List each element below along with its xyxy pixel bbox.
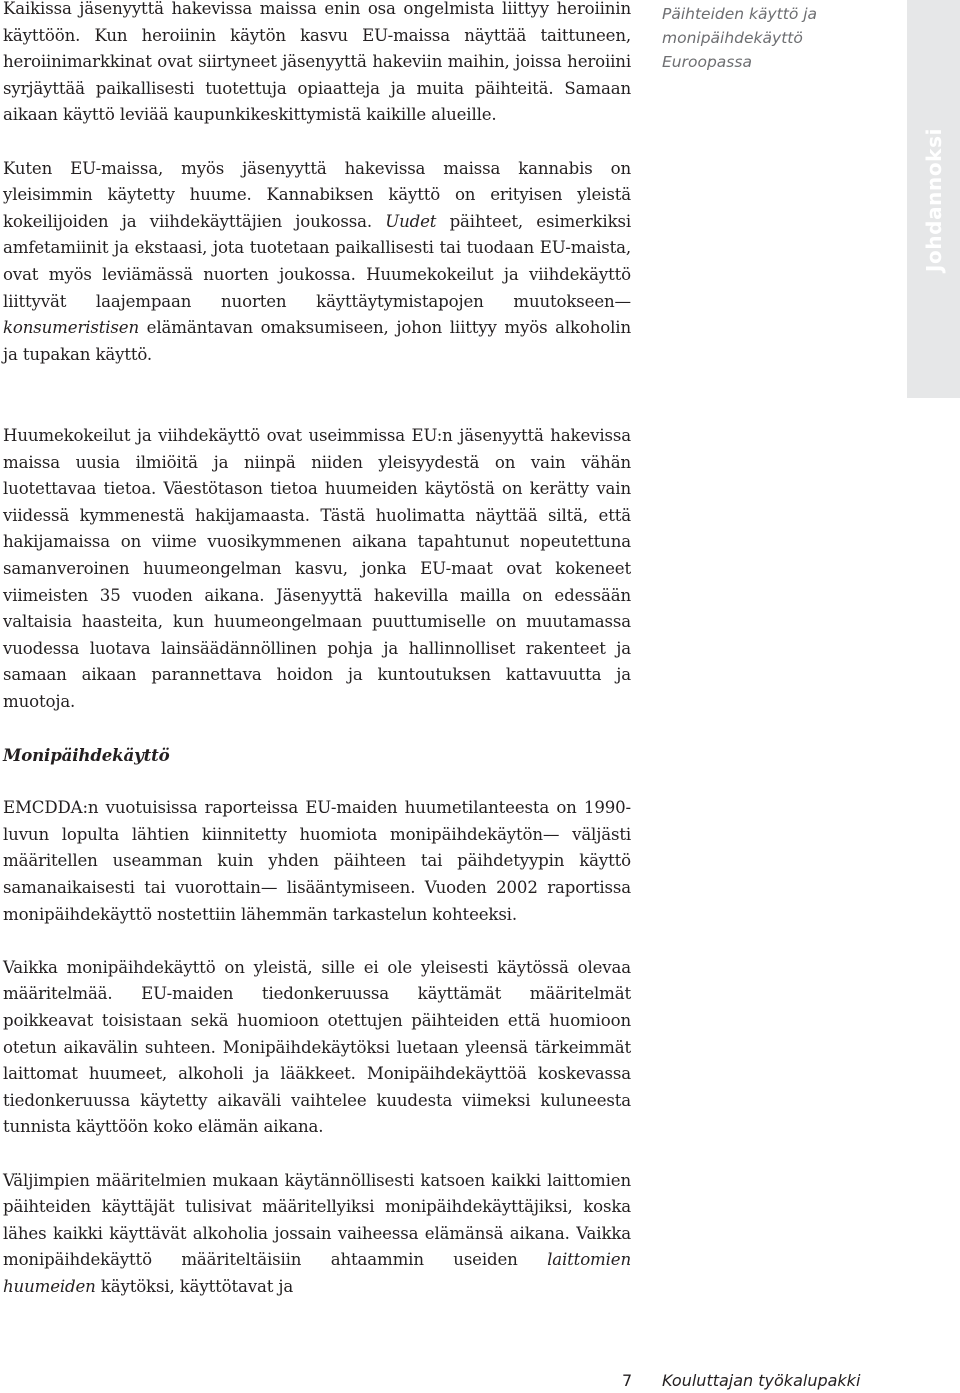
emphasis-konsumeristisen: konsumeristisen [3, 318, 139, 338]
sidebar-heading-line-3: Euroopassa [662, 53, 752, 71]
paragraph-cannabis [3, 156, 631, 369]
paragraph-cannabis-text-2: päihteet, esimerkiksi amfetamiinit ja ekstaasi, jota tuotetaan paikallisesti tai tuodaan EU-maista, ovat myös leviämässä nuorten joukossa. Huumekokeilut ja viihdekäyttö liittyvät laajempaan nuorten käyttäytymistapojen muutokseen— [3, 211, 631, 311]
text-block-candidate-countries [3, 423, 631, 742]
text-block-polydrug-section [3, 742, 631, 1327]
paragraph-emcdda-reports: EMCDDA:n vuotuisissa raporteissa EU-maiden huumetilanteesta on 1990-luvun lopulta lähtien kiinnitetty huomiota monipäihdekäytön— väljästi määritellen useamman kuin yhden päihteen tai päihdetyypin käyttö samanaikaisesti tai vuorottain— lisääntymiseen. Vuoden 2002 raportissa monipäihdekäyttö nostettiin lähemmän tarkastelun kohteeksi. [3, 798, 631, 924]
paragraph-broad-text-1: Väljimpien määritelmien mukaan käytännöllisesti katsoen kaikki laittomien päihteiden käyttäjät tulisivat määritellyiksi monipäihdekäyttäjiksi, koska lähes kaikki käyttävät alkoholia jossain vaiheessa elämänsä aikana. Vaikka monipäihdekäyttö määriteltäisiin ahtaammin useiden [3, 1170, 631, 1270]
footer-title: Kouluttajan työkalupakki [662, 1371, 861, 1390]
text-block-intro [3, 0, 631, 395]
sidebar-heading-line-1: Päihteiden käyttö ja [662, 5, 818, 23]
sidebar-heading [662, 2, 862, 74]
page-number: 7 [622, 1371, 633, 1390]
paragraph-broad-text-2: käytöksi, käyttötavat ja [95, 1276, 294, 1296]
paragraph-experimentation: Huumekokeilut ja viihdekäyttö ovat useimmissa EU:n jäsenyyttä hakevissa maissa uusia ilmiöitä ja niinpä niiden yleisyydestä on vain vähän luotettavaa tietoa. Väestötason tietoa huumeiden käytöstä on kerätty vain viidessä kymmenestä hakijamaasta. Tästä huolimatta näyttää siltä, että hakijamaissa on viime vuosikymmenen aikana tapahtunut nopeutettuna samanveroinen huumeongelman kasvu, jonka EU-maat ovat kokeneet viimeisten 35 vuoden aikana. Jäsenyyttä hakevilla mailla on edessään valtaisia haasteita, kun huumeongelmaan puuttumiselle on muutamassa vuodessa luotava lainsäädännöllinen pohja ja hallinnolliset rakenteet ja samaan aikaan parannettava hoidon ja kuntoutuksen kattavuutta ja muotoja. [3, 426, 631, 711]
section-heading: Monipäihdekäyttö [3, 745, 170, 765]
section-tab [907, 0, 960, 398]
paragraph-definitions: Vaikka monipäihdekäyttö on yleistä, sille ei ole yleisesti käytössä olevaa määritelmää. EU-maiden tiedonkeruussa käyttämät määritelmät poikkeavat toisistaan sekä huomioon otettujen päihteiden että huomioon otetun aikavälin suhteen. Monipäihdekäytöksi luetaan yleensä tärkeimmät laittomat huumeet, alkoholi ja lääkkeet. Monipäihdekäyttöä koskevassa tiedonkeruussa käytetty aikaväli vaihtelee kuudesta viimeksi kuluneesta tunnista käyttöön koko elämän aikana. [3, 957, 631, 1137]
emphasis-laittomien-huumeiden: laittomien huumeiden [3, 1250, 631, 1296]
paragraph-cannabis-text-3: elämäntavan omaksumiseen, johon liittyy myös alkoholin ja tupakan käyttö. [3, 318, 631, 364]
section-tab-label: Johdannoksi [921, 127, 946, 273]
emphasis-uudet: Uudet [385, 211, 437, 231]
paragraph-cannabis-text-1: Kuten EU-maissa, myös jäsenyyttä hakevissa maissa kannabis on yleisimmin käytetty huume. Kannabiksen käyttö on erityisen yleistä kokeilijoiden ja viihdekäyttäjien joukossa. [3, 158, 631, 231]
sidebar-heading-line-2: monipäihdekäyttö [662, 29, 803, 47]
paragraph-broad-definitions [3, 1168, 631, 1301]
paragraph-heroin: Kaikissa jäsenyyttä hakevissa maissa enin osa ongelmista liittyy heroiinin käyttöön. Kun heroiinin käytön kasvu EU-maissa näyttää taittuneen, heroiinimarkkinat ovat siirtyneet jäsenyyttä hakeviin maihin, joissa heroiini syrjäyttää paikallisesti tuotettuja opiaatteja ja muita päihteitä. Samaan aikaan käyttö leviää kaupunkikeskittymistä kaikille alueille. [3, 0, 631, 125]
